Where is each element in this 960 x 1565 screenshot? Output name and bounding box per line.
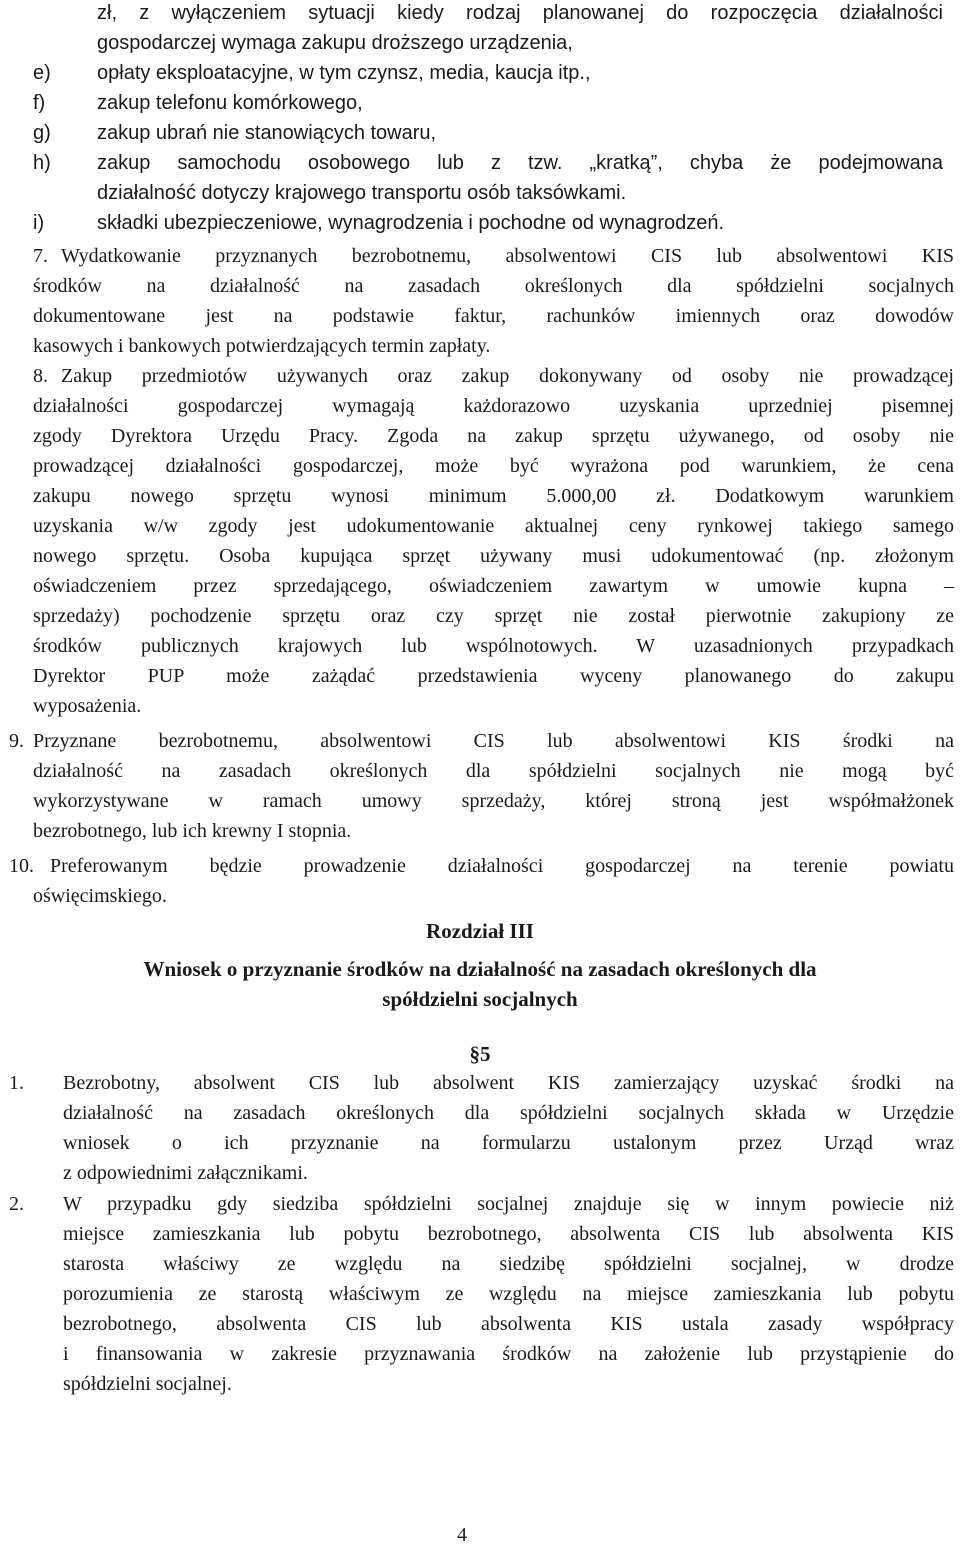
point-line: wyposażenia. — [33, 695, 142, 717]
list-item: składki ubezpieczeniowe, wynagrodzenia i pochodne od wynagrodzeń. — [97, 212, 725, 234]
list-marker: g) — [33, 122, 51, 144]
point-line: zgody Dyrektora Urzędu Pracy. Zgoda na zakup sprzętu używanego, od osoby nie — [33, 425, 954, 447]
point-line: Dyrektor PUP może zażądać przedstawienia wyceny planowanego do zakupu — [33, 665, 954, 687]
list-item: zakup samochodu osobowego lub z tzw. „kratką”, chyba że podejmowana — [97, 152, 943, 174]
point-line: z odpowiednimi załącznikami. — [63, 1162, 308, 1184]
point-line: i finansowania w zakresie przyznawania środków na założenie lub przystąpienie do — [63, 1343, 954, 1365]
point-line: porozumienia ze starostą właściwym ze względu na miejsce zamieszkania lub pobytu — [63, 1283, 954, 1305]
list-marker: e) — [33, 62, 51, 84]
point-marker: 7. — [33, 245, 48, 267]
point-line: kasowych i bankowych potwierdzających termin zapłaty. — [33, 335, 491, 357]
point-line: W przypadku gdy siedziba spółdzielni socjalnej znajduje się w innym powiecie niż — [63, 1193, 954, 1215]
chapter-title: Wniosek o przyznanie środków na działalność na zasadach określonych dla — [143, 957, 817, 981]
section-heading — [0, 1039, 960, 1069]
point-line: bezrobotnego, lub ich krewny I stopnia. — [33, 820, 352, 842]
point-line: Bezrobotny, absolwent CIS lub absolwent KIS zamierzający uzyskać środki na — [63, 1072, 954, 1094]
point-marker: 1. — [9, 1072, 24, 1094]
point-marker: 10. — [9, 855, 34, 877]
list-cont-line: gospodarczej wymaga zakupu droższego urządzenia, — [97, 32, 573, 54]
point-line: działalność na zasadach określonych dla spółdzielni socjalnych nie mogą być — [33, 760, 954, 782]
list-item: zakup telefonu komórkowego, — [97, 92, 363, 114]
list-cont-line: zł, z wyłączeniem sytuacji kiedy rodzaj planowanej do rozpoczęcia działalności — [97, 2, 943, 24]
point-line: bezrobotnego, absolwenta CIS lub absolwenta KIS ustala zasady współpracy — [63, 1313, 954, 1335]
list-marker: f) — [33, 92, 46, 114]
list-marker: h) — [33, 152, 51, 174]
point-line: oświęcimskiego. — [33, 885, 167, 907]
chapter-title: spółdzielni socjalnych — [382, 987, 578, 1011]
point-line: starosta właściwy ze względu na siedzibę spółdzielni socjalnej, w drodze — [63, 1253, 954, 1275]
point-line: środków na działalność na zasadach określonych dla spółdzielni socjalnych — [33, 275, 954, 297]
point-line: Wydatkowanie przyznanych bezrobotnemu, absolwentowi CIS lub absolwentowi KIS — [61, 245, 954, 267]
point-line: zakupu nowego sprzętu wynosi minimum 5.000,00 zł. Dodatkowym warunkiem — [33, 485, 954, 507]
point-line: środków publicznych krajowych lub wspólnotowych. W uzasadnionych przypadkach — [33, 635, 954, 657]
point-line: dokumentowane jest na podstawie faktur, rachunków imiennych oraz dowodów — [33, 305, 954, 327]
section-number: 5 — [480, 1042, 491, 1066]
section-symbol: § — [469, 1042, 480, 1066]
list-item: zakup ubrań nie stanowiących towaru, — [97, 122, 437, 144]
point-line: wniosek o ich przyznanie na formularzu ustalonym przez Urząd wraz — [63, 1132, 954, 1154]
point-line: spółdzielni socjalnej. — [63, 1373, 232, 1395]
chapter-label: Rozdział III — [426, 919, 534, 943]
point-line: działalności gospodarczej wymagają każdorazowo uzyskania uprzedniej pisemnej — [33, 395, 954, 417]
list-item: działalność dotyczy krajowego transportu osób taksówkami. — [97, 182, 627, 204]
point-marker: 9. — [9, 730, 24, 752]
list-item: opłaty eksploatacyjne, w tym czynsz, media, kaucja itp., — [97, 62, 591, 84]
page-number: 4 — [457, 1524, 467, 1546]
list-marker: i) — [33, 212, 45, 234]
point-marker: 8. — [33, 365, 48, 387]
point-line: uzyskania w/w zgody jest udokumentowanie aktualnej ceny rynkowej takiego samego — [33, 515, 954, 537]
point-line: wykorzystywane w ramach umowy sprzedaży, której stroną jest współmałżonek — [33, 790, 954, 812]
point-line: prowadzącej działalności gospodarczej, może być wyrażona pod warunkiem, że cena — [33, 455, 954, 477]
point-line: miejsce zamieszkania lub pobytu bezrobotnego, absolwenta CIS lub absolwenta KIS — [63, 1223, 954, 1245]
point-line: Preferowanym będzie prowadzenie działalności gospodarczej na terenie powiatu — [50, 855, 954, 877]
point-line: Przyznane bezrobotnemu, absolwentowi CIS lub absolwentowi KIS środki na — [33, 730, 954, 752]
point-marker: 2. — [9, 1193, 24, 1215]
point-line: Zakup przedmiotów używanych oraz zakup dokonywany od osoby nie prowadzącej — [61, 365, 954, 387]
point-line: nowego sprzętu. Osoba kupująca sprzęt używany musi udokumentować (np. złożonym — [33, 545, 954, 567]
point-line: działalność na zasadach określonych dla spółdzielni socjalnych składa w Urzędzie — [63, 1102, 954, 1124]
point-line: oświadczeniem przez sprzedającego, oświadczeniem zawartym w umowie kupna – — [33, 575, 954, 597]
point-line: sprzedaży) pochodzenie sprzętu oraz czy sprzęt nie został pierwotnie zakupiony ze — [33, 605, 954, 627]
